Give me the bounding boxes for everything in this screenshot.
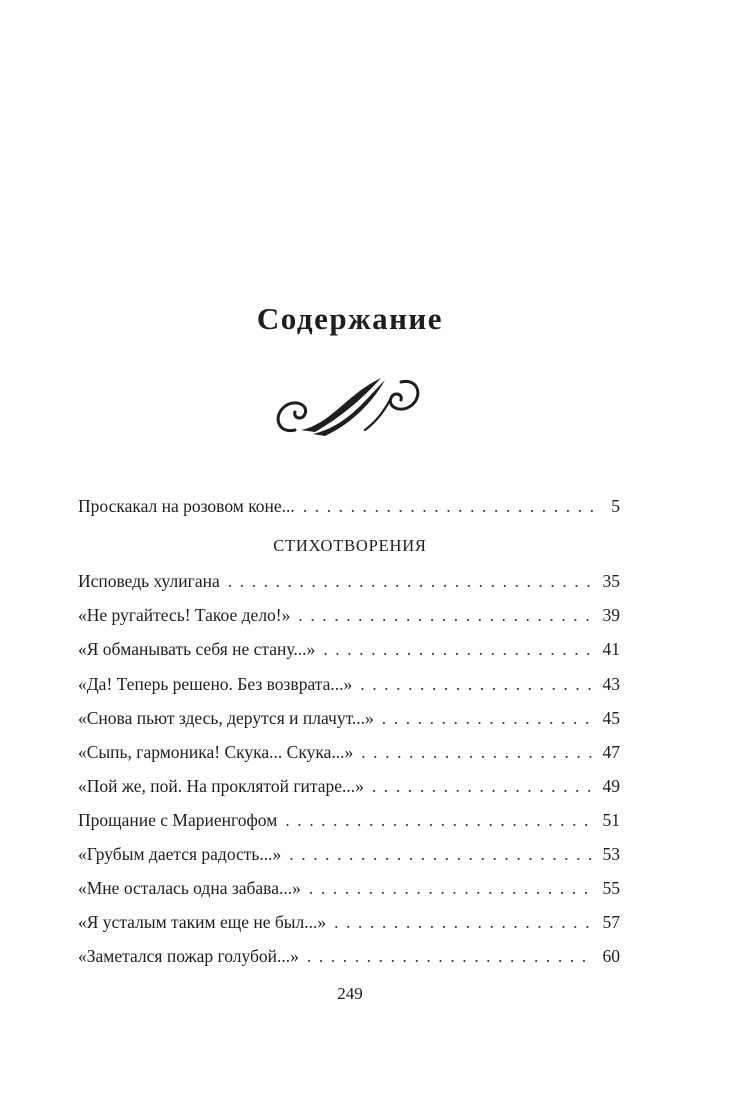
toc-entry[interactable] <box>78 637 620 661</box>
flourish-ornament-icon <box>273 374 423 438</box>
dot-leader <box>361 740 594 764</box>
dot-leader <box>334 910 594 934</box>
toc-entry-page: 55 <box>602 878 620 898</box>
toc-entry-title: «Сыпь, гармоника! Скука... Скука...» <box>78 742 354 762</box>
dot-leader <box>372 774 594 798</box>
toc-entry-page: 5 <box>611 496 620 516</box>
toc-entry-title: Исповедь хулигана <box>78 571 220 591</box>
toc-entry-title: Проскакал на розовом коне... <box>78 496 295 516</box>
toc-entry[interactable] <box>78 944 620 968</box>
toc-entry-page: 43 <box>602 674 620 694</box>
toc-entry-page: 45 <box>602 708 620 728</box>
section-heading: СТИХОТВОРЕНИЯ <box>273 536 427 555</box>
toc-entry[interactable] <box>78 603 620 627</box>
dot-leader <box>307 944 594 968</box>
toc-entry-title: «Я усталым таким еще не был...» <box>78 912 327 932</box>
dot-leader <box>289 842 594 866</box>
dot-leader <box>298 603 594 627</box>
dot-leader <box>323 637 594 661</box>
toc-entry[interactable] <box>78 569 620 593</box>
page-number: 249 <box>337 984 363 1003</box>
toc-entry-page: 35 <box>602 571 620 591</box>
toc-entry-title: Прощание с Мариенгофом <box>78 810 278 830</box>
dot-leader <box>309 876 594 900</box>
toc-entry-page: 60 <box>602 946 620 966</box>
toc-entry[interactable] <box>78 842 620 866</box>
toc-entry-page: 47 <box>602 742 620 762</box>
toc-entry[interactable] <box>78 910 620 934</box>
dot-leader <box>382 706 594 730</box>
toc-entry[interactable] <box>78 808 620 832</box>
toc-entry-page: 39 <box>602 605 620 625</box>
toc-entry-title: «Заметался пожар голубой...» <box>78 946 299 966</box>
toc-entry[interactable] <box>78 774 620 798</box>
toc-entry-title: «Пой же, пой. На проклятой гитаре...» <box>78 776 364 796</box>
dot-leader <box>360 672 594 696</box>
dot-leader <box>303 494 594 518</box>
toc-entry-page: 41 <box>602 639 620 659</box>
toc-entry-page: 51 <box>602 810 620 830</box>
toc-entry-page: 53 <box>602 844 620 864</box>
toc-entry-title: «Снова пьют здесь, дерутся и плачут...» <box>78 708 374 728</box>
dot-leader <box>228 569 594 593</box>
toc-entry-title: «Не ругайтесь! Такое дело!» <box>78 605 291 625</box>
toc-entry-page: 57 <box>602 912 620 932</box>
toc-entry-title: «Да! Теперь решено. Без возврата...» <box>78 674 353 694</box>
toc-entry-title: «Я обманывать себя не стану...» <box>78 639 316 659</box>
page-title: Содержание <box>256 300 444 336</box>
toc-entry[interactable] <box>78 740 620 764</box>
toc-entry[interactable] <box>78 876 620 900</box>
toc-entry-page: 49 <box>602 776 620 796</box>
toc-entry[interactable] <box>78 494 620 518</box>
toc-entry[interactable] <box>78 706 620 730</box>
toc-entry-title: «Мне осталась одна забава...» <box>78 878 301 898</box>
toc-entry-title: «Грубым дается радость...» <box>78 844 282 864</box>
dot-leader <box>285 808 594 832</box>
toc-entry[interactable] <box>78 672 620 696</box>
